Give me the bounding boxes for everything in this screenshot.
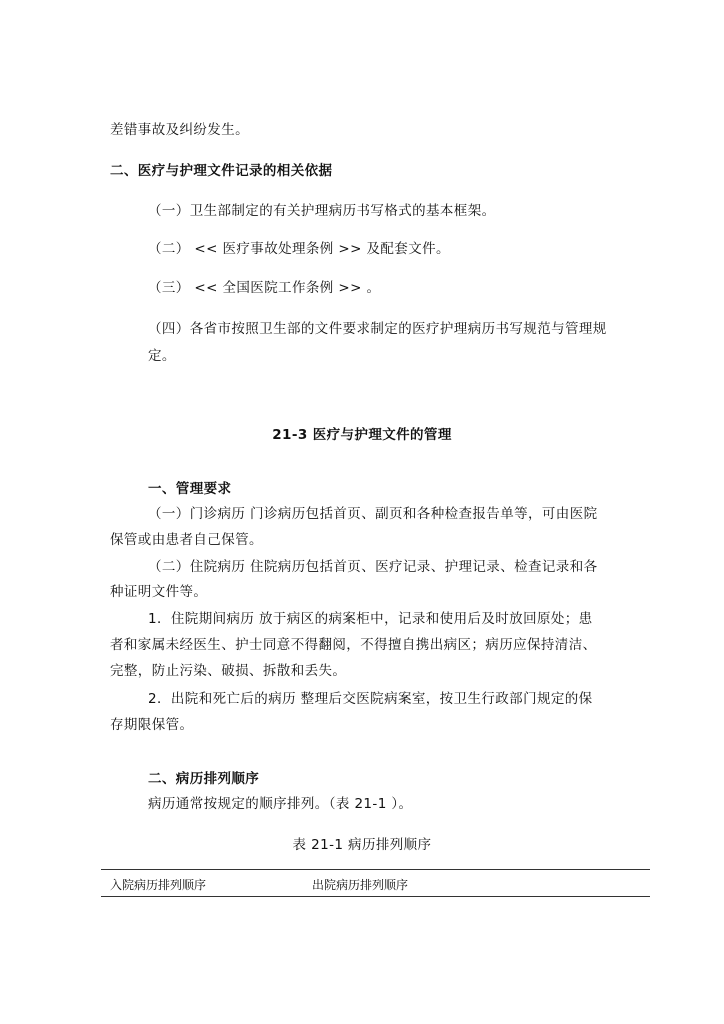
discharge-point-2-cont: 存期限保管。: [110, 717, 194, 733]
table-header-rule: [101, 896, 650, 897]
paragraph-continuation: 差错事故及纠纷发生。: [110, 122, 249, 138]
inpatient-point-1-cont: 者和家属未经医生、护士同意不得翻阅，不得擅自携出病区；病历应保持清洁、: [110, 637, 597, 653]
order-heading: 二、病历排列顺序: [148, 771, 260, 787]
section-title-21-3: 21-3 医疗与护理文件的管理: [272, 427, 452, 443]
order-description: 病历通常按规定的顺序排列。（表 21-1 ）。: [148, 796, 413, 812]
table-header-discharge: 出院病历排列顺序: [312, 878, 409, 892]
section-heading-basis: 二、医疗与护理文件记录的相关依据: [110, 163, 333, 179]
inpatient-record-cont: 种证明文件等。: [110, 584, 208, 600]
basis-item-1: （一）卫生部制定的有关护理病历书写格式的基本框架。: [148, 203, 496, 219]
basis-item-4-cont: 定。: [148, 348, 176, 364]
inpatient-record-para: （二）住院病历 住院病历包括首页、医疗记录、护理记录、检查记录和各: [148, 559, 598, 575]
table-caption: 表 21-1 病历排列顺序: [292, 837, 432, 853]
discharge-point-2: 2．出院和死亡后的病历 整理后交医院病案室，按卫生行政部门规定的保: [148, 691, 593, 707]
inpatient-point-1: 1．住院期间病历 放于病区的病案柜中，记录和使用后及时放回原处；患: [148, 611, 593, 627]
inpatient-point-1-cont2: 完整，防止污染、破损、拆散和丢失。: [110, 663, 347, 679]
table-header-admission: 入院病历排列顺序: [110, 878, 207, 892]
basis-item-2: （二） << 医疗事故处理条例 >> 及配套文件。: [148, 241, 450, 257]
basis-item-4: （四）各省市按照卫生部的文件要求制定的医疗护理病历书写规范与管理规: [148, 321, 607, 337]
basis-item-3: （三） << 全国医院工作条例 >> 。: [148, 280, 381, 296]
outpatient-record-para: （一）门诊病历 门诊病历包括首页、副页和各种检查报告单等，可由医院: [148, 506, 598, 522]
management-heading: 一、管理要求: [148, 481, 232, 497]
outpatient-record-cont: 保管或由患者自己保管。: [110, 532, 263, 548]
table-top-rule: [101, 869, 650, 870]
